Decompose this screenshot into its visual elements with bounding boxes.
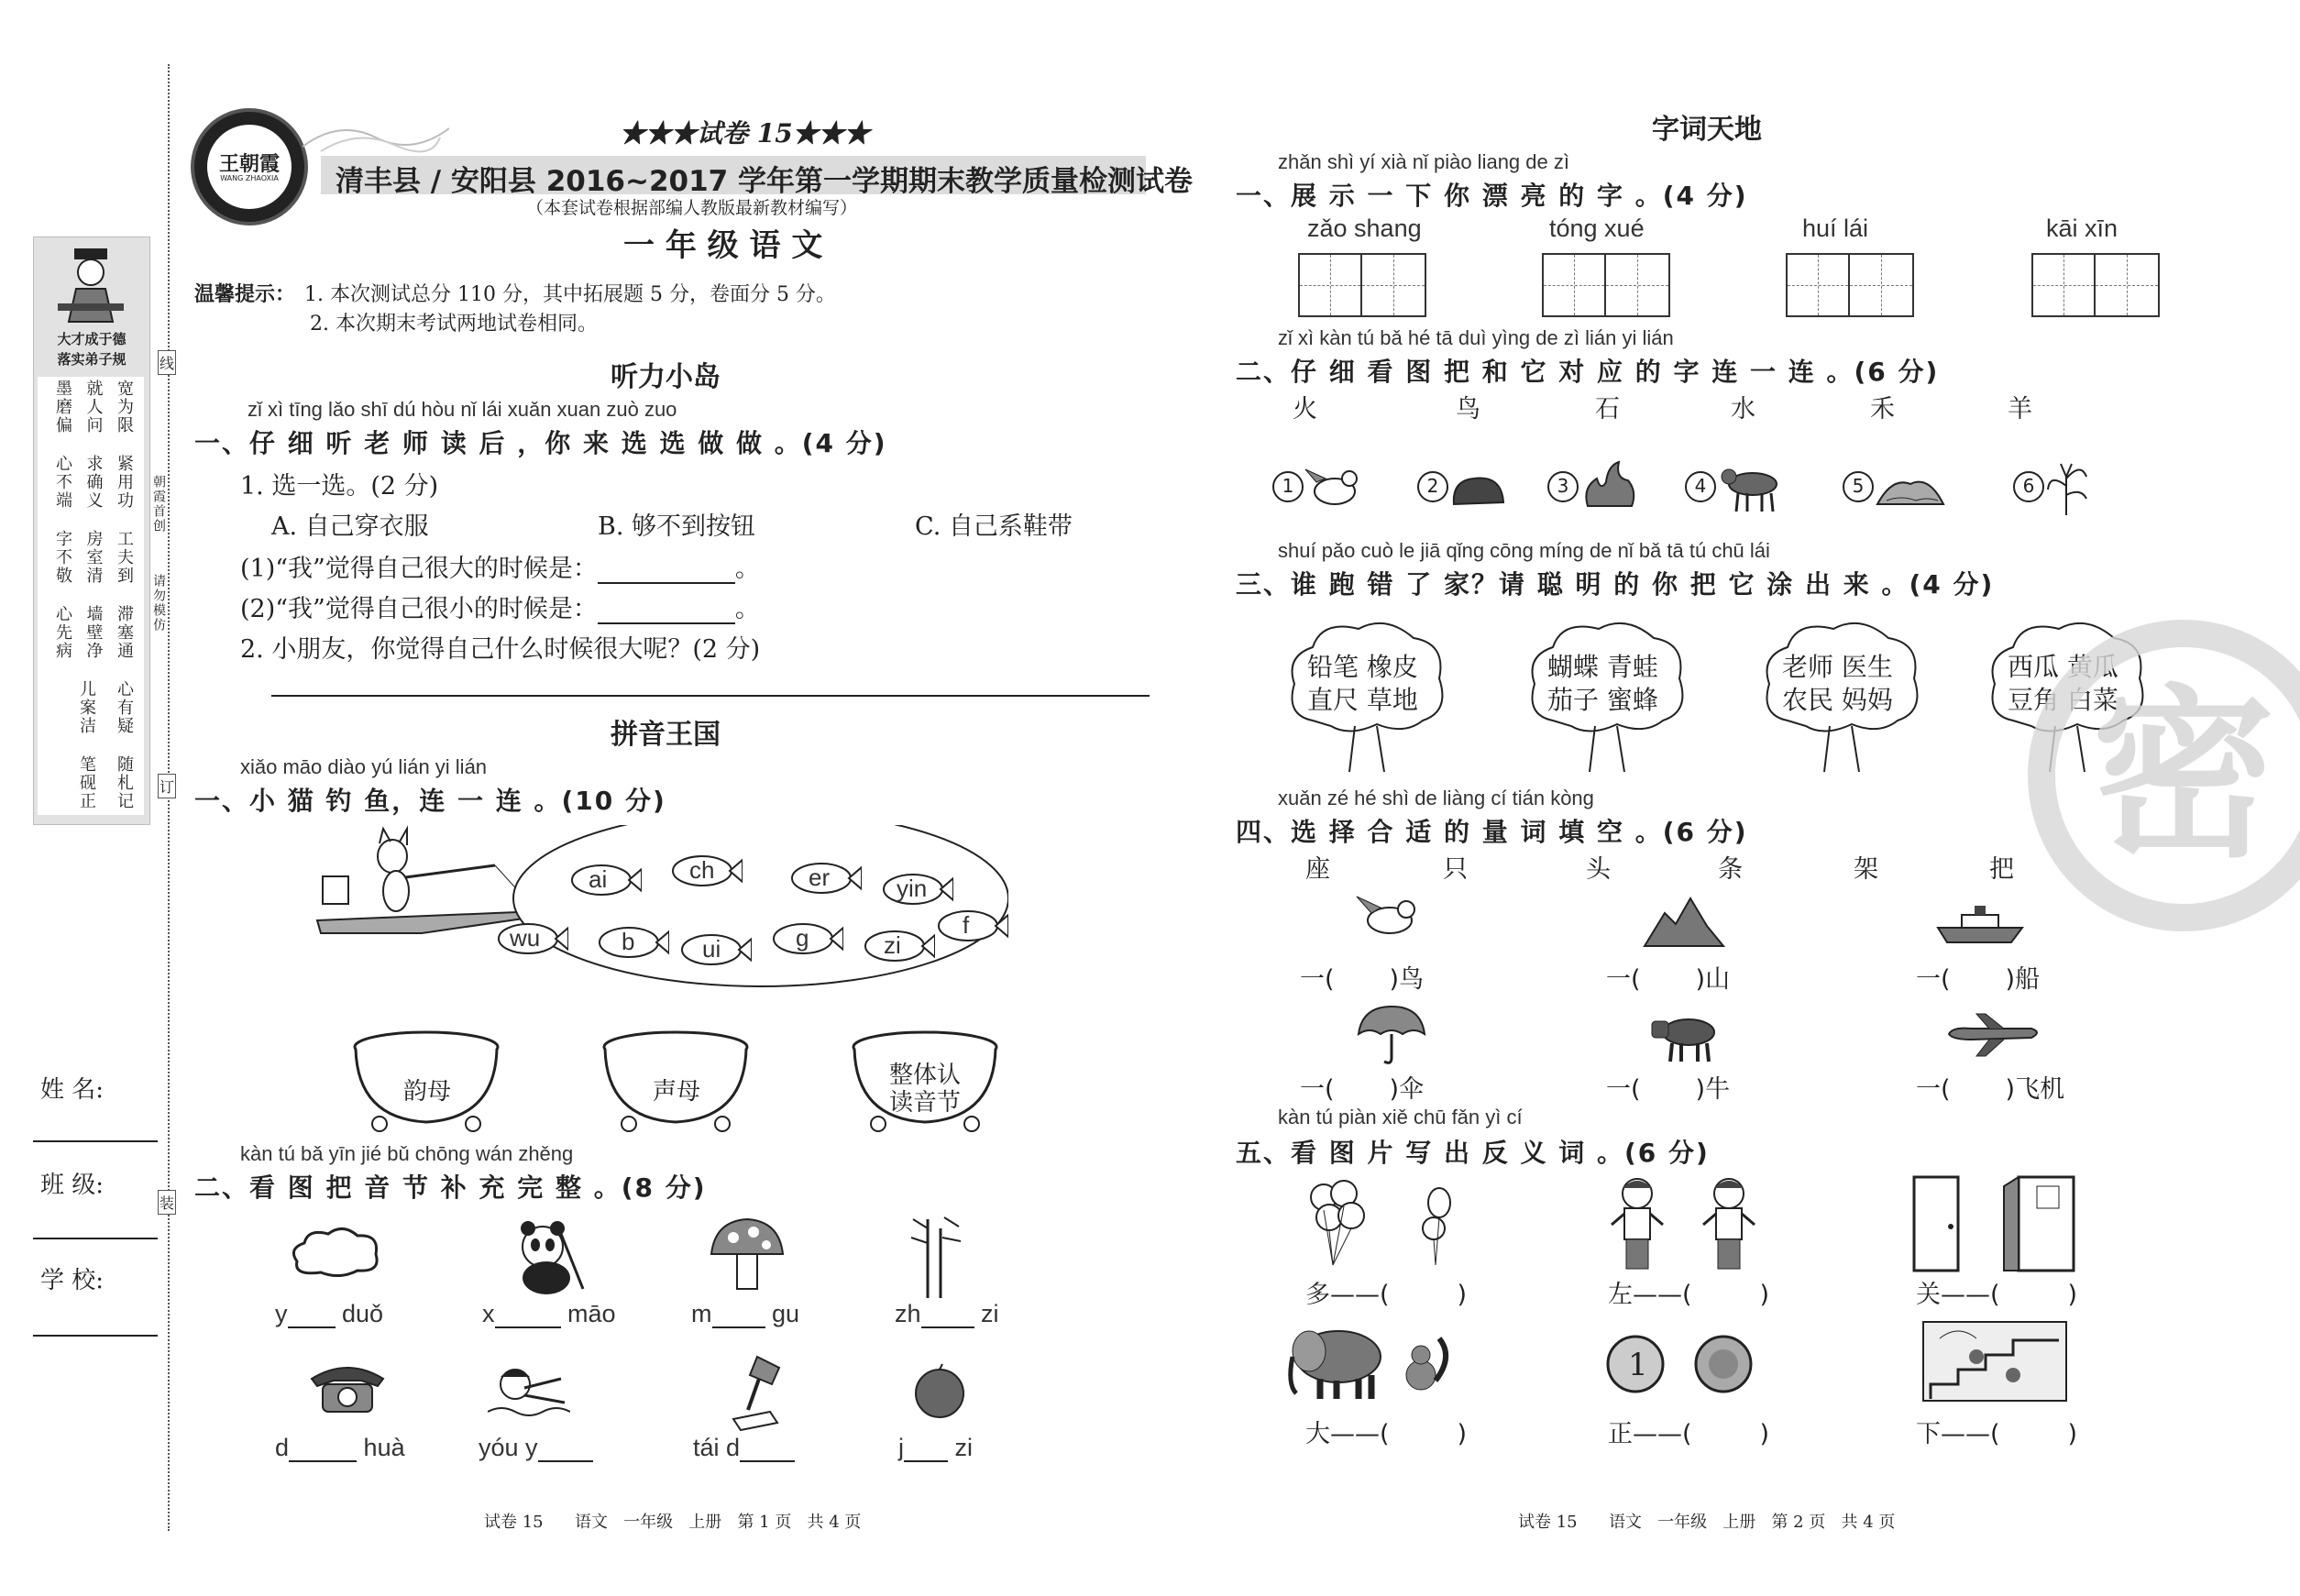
fish-label: f: [963, 911, 970, 939]
word-tree[interactable]: [1760, 620, 1925, 776]
match-char[interactable]: 水: [1731, 395, 1755, 424]
pinyin-item-post: duǒ: [342, 1300, 384, 1327]
fish[interactable]: [669, 853, 743, 893]
bowl-yunmu[interactable]: [348, 1027, 504, 1137]
antonym-label: 正——(: [1608, 1420, 1692, 1448]
words-q5-pinyin: kàn tú piàn xiě chū fǎn yì cí: [1278, 1106, 1523, 1128]
answer-blank[interactable]: [289, 1460, 357, 1462]
measure-item: [1916, 959, 2040, 995]
mountain-icon: [1643, 895, 1725, 950]
tree-words-1: 老师 医生: [1782, 652, 1893, 682]
q1-pinyin: zǐ xì tīng lǎo shī dú hòu nǐ lái xuǎn xuan zuò zuo: [248, 398, 677, 421]
measure-word: 把: [1989, 855, 2014, 884]
sidebar-motto-1: 大才成于德: [57, 331, 127, 347]
answer-blank[interactable]: [495, 1326, 561, 1328]
pinyin-q2-pinyin: kàn tú bǎ yīn jié bǔ chōng wán zhěng: [240, 1142, 574, 1165]
desk-lamp-icon: [721, 1351, 794, 1434]
cloud-icon: [284, 1221, 385, 1285]
words-q3-pinyin: shuí pǎo cuò le jiā qǐng cōng míng de nǐ bǎ tā tú chū lái: [1278, 539, 1770, 562]
tree-words-2: 茄子 蜜蜂: [1547, 685, 1658, 715]
pic-number: 3: [1547, 471, 1579, 502]
binding-note-1: 朝霞首创: [151, 475, 166, 534]
bird-icon: [1304, 462, 1368, 513]
writing-grid[interactable]: [1298, 253, 1426, 317]
umbrella-icon: [1355, 1003, 1428, 1067]
writing-grid[interactable]: [2031, 253, 2160, 317]
fish-pond: [495, 843, 990, 981]
measure-word: 条: [1718, 855, 1743, 884]
answer-blank[interactable]: [921, 1326, 974, 1328]
match-char[interactable]: 羊: [2008, 395, 2032, 424]
ship-icon: [1934, 904, 2026, 946]
pic-number: 6: [2013, 471, 2044, 502]
sidebar-motto-2: 落实弟子规: [57, 351, 127, 368]
measure-item-pre: 一(: [1916, 1075, 1951, 1104]
measure-item-post: )伞: [1389, 1075, 1425, 1104]
svg-text:1: 1: [1628, 1347, 1648, 1383]
tree-words-2: 农民 妈妈: [1782, 685, 1893, 715]
swimmer-icon: [488, 1360, 570, 1425]
sidebar-col: 房室清: [83, 530, 104, 585]
pinyin-item: [693, 1434, 795, 1462]
period: 。: [734, 555, 760, 583]
measure-item-pre: 一(: [1606, 965, 1641, 994]
pinyin-item: [482, 1300, 616, 1328]
measure-item-pre: 一(: [1916, 965, 1951, 994]
school-label: 学 校:: [40, 1267, 105, 1294]
fish[interactable]: [880, 871, 953, 911]
pinyin-item: [898, 1434, 973, 1462]
sidebar-col: 紧用功: [115, 455, 134, 510]
pinyin-item: [275, 1300, 383, 1328]
listening-sub2: 2. 小朋友，你觉得自己什么时候很大呢？(2 分): [240, 635, 761, 664]
measure-word: 只: [1443, 855, 1468, 884]
words-q1-pinyin: zhǎn shì yí xià nǐ piào liang de zì: [1278, 150, 1569, 173]
tree-words-2: 直尺 草地: [1307, 685, 1418, 715]
sidebar-panel: [33, 237, 150, 825]
antonym-close: ): [2067, 1281, 2078, 1309]
answer-blank[interactable]: [538, 1460, 593, 1462]
exam-number: ★★★试卷 15★★★: [620, 118, 870, 149]
mushroom-icon: [706, 1214, 788, 1296]
measure-item-pre: 一(: [1300, 1075, 1335, 1104]
fish-label: g: [796, 924, 809, 952]
sidebar-col: 字不敬: [53, 530, 72, 585]
tree-words-1: 西瓜 黄瓜: [2008, 652, 2118, 682]
stamp-text: 密: [2092, 667, 2276, 883]
antonym-item: [1305, 1274, 1467, 1310]
measure-item-post: )牛: [1695, 1075, 1731, 1104]
sidebar-col: 滞塞通: [115, 605, 134, 660]
fish-label: b: [622, 928, 635, 955]
measure-item-pre: 一(: [1606, 1075, 1641, 1104]
sidebar-col: 心先病: [53, 605, 72, 660]
antonym-label: 多——(: [1305, 1281, 1390, 1309]
pinyin-item-pre: m: [691, 1300, 712, 1327]
fish[interactable]: [770, 920, 843, 961]
antonym-label: 下——(: [1916, 1420, 2000, 1448]
bird-icon: [1353, 889, 1426, 944]
name-label: 姓 名:: [40, 1076, 105, 1104]
grid-pinyin: tóng xué: [1549, 215, 1645, 242]
words-q2-pinyin: zǐ xì kàn tú bǎ hé tā duì yìng de zì lián yi lián: [1278, 326, 1674, 349]
match-picture[interactable]: [1417, 471, 1448, 502]
bowl-label: 整体认读音节: [888, 1062, 961, 1117]
bowl-zhengti[interactable]: [847, 1027, 1003, 1137]
tree-words-1: 蝴蝶 青蛙: [1547, 652, 1658, 682]
name-field[interactable]: [33, 1140, 158, 1142]
option-a: A. 自己穿衣服: [271, 512, 429, 541]
listening-line-1: [240, 548, 760, 584]
answer-blank[interactable]: [288, 1326, 336, 1328]
pinyin-item: [479, 1434, 593, 1462]
antonym-item: [1916, 1274, 2077, 1310]
panda-icon: [506, 1216, 589, 1298]
match-picture[interactable]: [1272, 471, 1304, 502]
match-char[interactable]: 鸟: [1456, 395, 1480, 424]
fish[interactable]: [495, 920, 568, 961]
measure-item: [1606, 959, 1730, 995]
match-picture[interactable]: [2013, 471, 2044, 502]
listening-sub1: 1. 选一选。(2 分): [240, 472, 439, 501]
pinyin-item-pre: tái d: [693, 1434, 741, 1461]
section-title-listening: 听力小岛: [611, 361, 721, 393]
airplane-icon: [1943, 1012, 2044, 1058]
pinyin-item-post: zi: [981, 1300, 999, 1327]
measure-item-post: )船: [2005, 965, 2041, 994]
boys-icon: [1606, 1173, 1762, 1274]
pinyin-item-pre: d: [275, 1434, 290, 1461]
grid-pinyin: huí lái: [1802, 215, 1869, 242]
measure-item: [1300, 1069, 1424, 1105]
answer-blank[interactable]: [598, 582, 735, 584]
fish[interactable]: [788, 860, 862, 900]
fish-label: ui: [702, 935, 721, 963]
pinyin-q1: 一、小 猫 钓 鱼，连 一 连 。(10 分): [194, 786, 666, 816]
pic-number: 5: [1843, 471, 1874, 502]
antonym-close: ): [1457, 1420, 1468, 1448]
antonym-item: [1608, 1414, 1769, 1449]
fish[interactable]: [935, 908, 1008, 948]
pinyin-item-pre: y: [275, 1300, 288, 1327]
match-picture[interactable]: [1547, 471, 1579, 502]
antonym-close: ): [2067, 1420, 2078, 1448]
answer-blank[interactable]: [598, 622, 735, 624]
exam-subtitle: （本套试卷根据部编人教版最新教材编写）: [526, 198, 858, 218]
match-picture[interactable]: [1843, 471, 1874, 502]
fish-label: yin: [897, 875, 928, 902]
measure-word: 架: [1854, 855, 1878, 884]
binding-note-2: 请勿模仿: [151, 574, 166, 633]
fish-label: ch: [689, 856, 715, 884]
match-char[interactable]: 禾: [1870, 395, 1895, 424]
words-q3: 三、谁 跑 错 了 家？请 聪 明 的 你 把 它 涂 出 来 。(4 分): [1236, 569, 1995, 600]
exam-title: 清丰县 / 安阳县 2016~2017 学年第一学期期末教学质量检测试卷: [336, 165, 1194, 198]
answer-line[interactable]: [271, 695, 1150, 697]
antonym-item: [1608, 1274, 1769, 1310]
pinyin-item-post: zi: [954, 1434, 974, 1461]
writing-grid[interactable]: [1786, 253, 1914, 317]
grid-pinyin: zǎo shang: [1307, 215, 1422, 242]
match-picture[interactable]: [1685, 471, 1716, 502]
answer-blank[interactable]: [904, 1460, 948, 1462]
pinyin-item: [691, 1300, 799, 1328]
measure-item-pre: 一(: [1300, 965, 1335, 994]
period: 。: [734, 595, 760, 623]
sidebar-col: 随札记: [115, 755, 134, 810]
pinyin-q2: 二、看 图 把 音 节 补 充 完 整 。(8 分): [194, 1172, 707, 1203]
tree-words-1: 铅笔 橡皮: [1307, 652, 1418, 682]
telephone-icon: [306, 1362, 389, 1417]
goat-icon: [1716, 460, 1789, 515]
word-tree[interactable]: [1285, 620, 1450, 776]
sidebar-col: 墙壁净: [83, 605, 104, 660]
fish[interactable]: [568, 862, 642, 902]
scholar-icon: [54, 245, 127, 325]
answer-blank[interactable]: [712, 1326, 765, 1328]
rice-plant-icon: [2044, 458, 2090, 517]
sidebar-col: 笔砚正: [77, 755, 96, 810]
antonym-close: ): [1457, 1281, 1468, 1309]
measure-item: [1300, 959, 1424, 995]
measure-word: 头: [1586, 855, 1611, 884]
tips-label: 温馨提示：: [194, 282, 296, 306]
school-field[interactable]: [33, 1335, 158, 1337]
fish-label: wu: [510, 924, 541, 952]
brand-sub: WANG ZHAOXIA: [220, 174, 279, 182]
stairs-icon: [1921, 1320, 2068, 1403]
fish[interactable]: [862, 928, 935, 968]
sidebar-col: 宽为限: [115, 380, 134, 435]
fire-icon: [1579, 460, 1643, 512]
binding-mark-line: 线: [158, 350, 176, 375]
antonym-label: 关——(: [1916, 1281, 2000, 1309]
listening-line-2-text: (2)“我”觉得自己很小的时候是：: [240, 595, 598, 623]
words-q4-pinyin: xuǎn zé hé shì de liàng cí tián kòng: [1278, 787, 1594, 809]
sidebar-col: 求确义: [83, 455, 104, 510]
antonym-label: 大——(: [1305, 1420, 1390, 1448]
measure-item: [1606, 1069, 1730, 1105]
sidebar-col: 就人问: [83, 380, 104, 435]
binding-mark-ding: 订: [158, 774, 176, 798]
bamboo-icon: [904, 1210, 968, 1302]
tips-line-2: 2. 本次期末考试两地试卷相同。: [310, 313, 598, 336]
measure-word: 座: [1305, 855, 1330, 884]
pinyin-item-pre: zh: [895, 1300, 921, 1327]
tree-words-2: 豆角 白菜: [2008, 685, 2118, 715]
fish-label: er: [809, 864, 831, 891]
listening-q1: 一、仔 细 听 老 师 读 后 ，你 来 选 选 做 做 。(4 分): [194, 428, 887, 458]
pinyin-q1-pinyin: xiǎo māo diào yú lián yi lián: [240, 755, 488, 778]
bowl-label: 声母: [653, 1078, 701, 1106]
elephant-squirrel-icon: [1283, 1320, 1458, 1403]
words-q2: 二、仔 细 看 图 把 和 它 对 应 的 字 连 一 连 。(6 分): [1236, 357, 1940, 387]
bowl-label: 韵母: [403, 1078, 452, 1106]
pinyin-item: [275, 1434, 405, 1462]
class-label: 班 级:: [40, 1172, 105, 1199]
grade-title: 一 年 级 语 文: [623, 227, 823, 264]
orange-icon: [909, 1360, 970, 1421]
water-icon: [1874, 473, 1947, 510]
words-q5: 五、看 图 片 写 出 反 义 词 。(6 分): [1236, 1138, 1710, 1168]
answer-blank[interactable]: [740, 1460, 795, 1462]
match-char[interactable]: 火: [1293, 395, 1317, 424]
binding-mark-zhuang: 装: [158, 1190, 176, 1215]
fish[interactable]: [678, 931, 752, 972]
words-q4: 四、选 择 合 适 的 量 词 填 空 。(6 分): [1236, 817, 1748, 847]
section-title-pinyin: 拼音王国: [611, 719, 721, 751]
word-tree[interactable]: [1525, 620, 1690, 776]
words-q1: 一、展 示 一 下 你 漂 亮 的 字 。(4 分): [1236, 181, 1748, 211]
grid-pinyin: kāi xīn: [2046, 215, 2118, 242]
footer-left: 试卷 15 语文 一年级 上册 第 1 页 共 4 页: [484, 1513, 862, 1532]
bowl-shengmu[interactable]: [598, 1027, 754, 1137]
pinyin-item: [895, 1300, 999, 1328]
fish[interactable]: [596, 924, 669, 964]
class-field[interactable]: [33, 1238, 158, 1239]
fish-icon: [935, 908, 1008, 944]
stone-icon: [1448, 471, 1509, 508]
listening-line-1-text: (1)“我”觉得自己很大的时候是：: [240, 555, 598, 583]
balloons-icon: [1302, 1179, 1458, 1271]
sidebar-col: 心不端: [53, 455, 72, 510]
antonym-label: 左——(: [1608, 1281, 1692, 1309]
antonym-item: [1305, 1414, 1467, 1449]
pic-number: 1: [1272, 471, 1304, 502]
fish-label: ai: [589, 865, 608, 893]
pic-number: 4: [1685, 471, 1716, 502]
sidebar-col: 工夫到: [115, 530, 134, 585]
ribbon-decoration: [303, 110, 449, 156]
measure-item-post: )飞机: [2005, 1075, 2065, 1104]
sidebar-col: 心有疑: [115, 680, 134, 735]
option-c: C. 自己系鞋带: [915, 512, 1073, 541]
door-icon: [1909, 1173, 2083, 1274]
pinyin-item-post: māo: [567, 1300, 616, 1327]
tips-line-1: 1. 本次测试总分 110 分，其中拓展题 5 分，卷面分 5 分。: [304, 283, 836, 306]
writing-grid[interactable]: [1542, 253, 1670, 317]
coins-icon: [1599, 1329, 1764, 1403]
antonym-item: [1916, 1414, 2077, 1449]
listening-line-2: [240, 589, 760, 624]
pic-number: 2: [1417, 471, 1448, 502]
pinyin-item-post: huà: [363, 1434, 405, 1461]
pinyin-item-pre: j: [898, 1434, 904, 1461]
sidebar-col: 儿案洁: [77, 680, 96, 735]
measure-item: [1916, 1069, 2064, 1105]
brand-name: 王朝霞: [218, 152, 280, 176]
pinyin-item-pre: x: [482, 1300, 495, 1327]
pinyin-item-post: gu: [772, 1300, 800, 1327]
pinyin-item-pre: yóu y: [479, 1434, 538, 1461]
antonym-close: ): [1759, 1420, 1770, 1448]
sidebar-col: 墨磨偏: [53, 380, 72, 435]
option-b: B. 够不到按钮: [598, 512, 756, 541]
match-char[interactable]: 石: [1595, 395, 1620, 424]
fish-label: zi: [884, 931, 901, 959]
measure-item-post: )鸟: [1389, 965, 1425, 994]
antonym-close: ): [1759, 1281, 1770, 1309]
footer-right: 试卷 15 语文 一年级 上册 第 2 页 共 4 页: [1518, 1513, 1896, 1532]
brand-logo: [191, 108, 308, 226]
ox-icon: [1646, 1008, 1723, 1063]
measure-item-post: )山: [1695, 965, 1731, 994]
section-title-words: 字词天地: [1652, 114, 1762, 146]
